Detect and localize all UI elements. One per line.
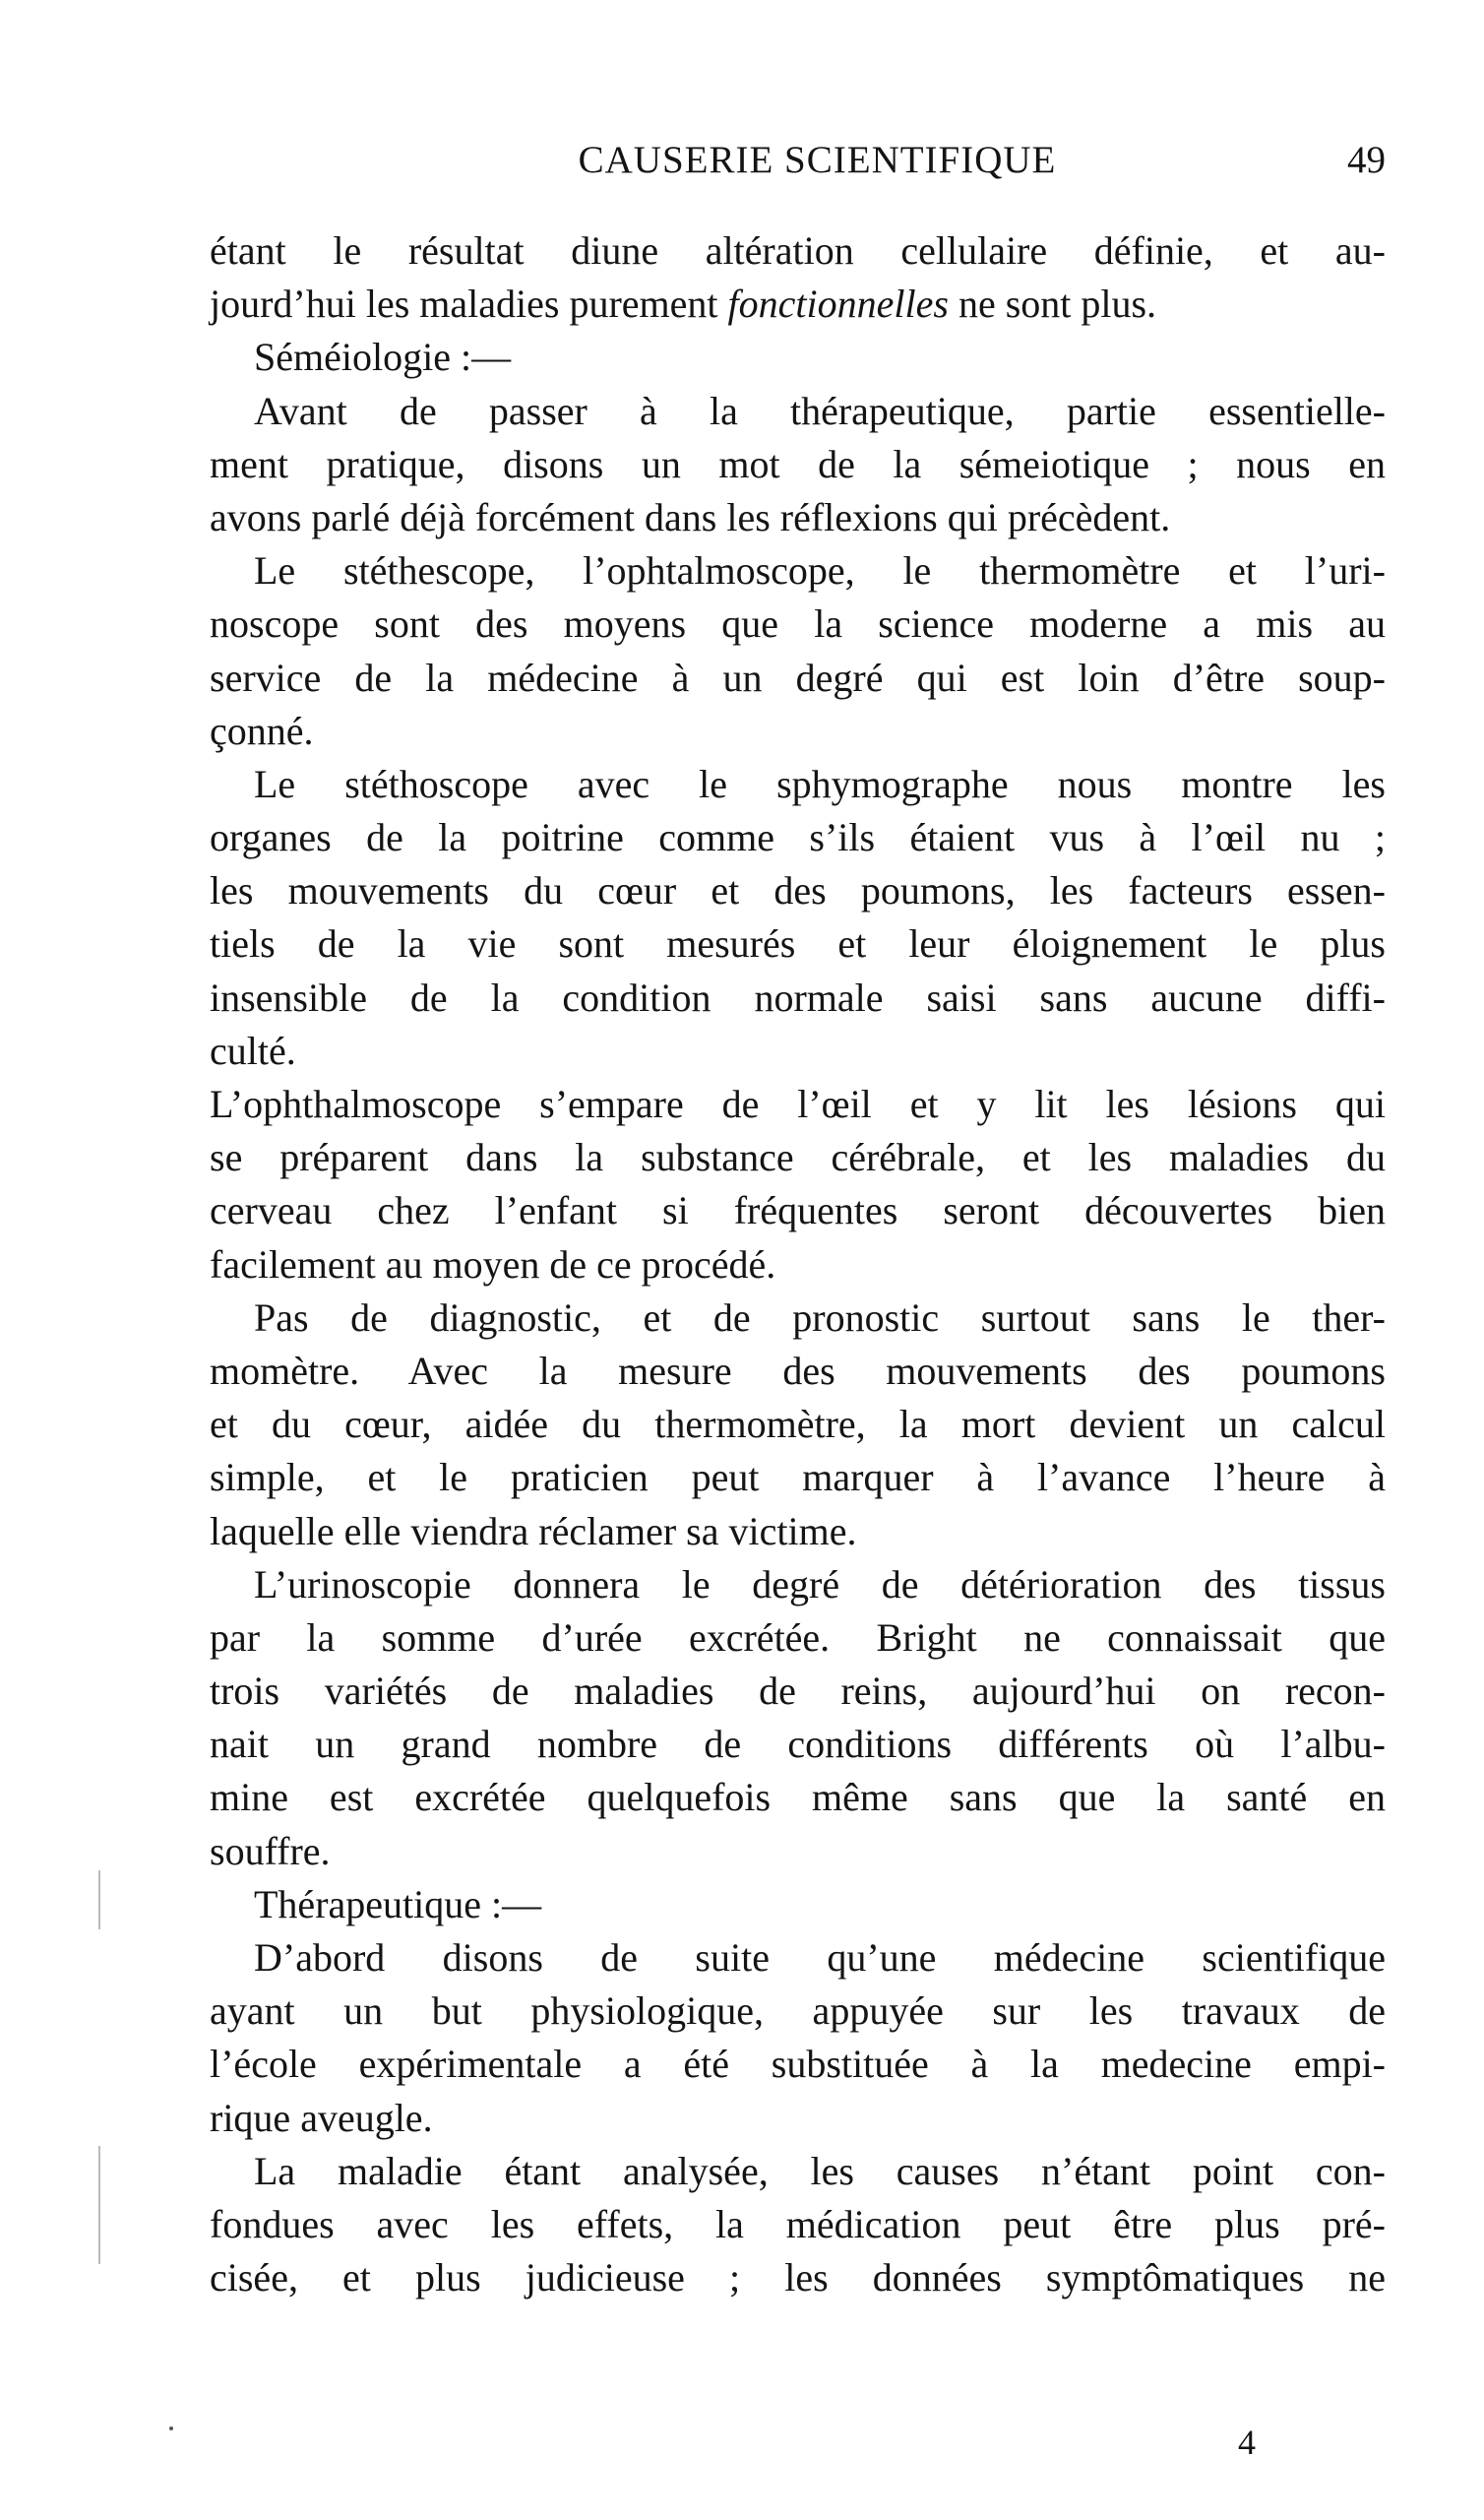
text-line: ment pratique, disons un mot de la sémeiotique ; nous en bbox=[210, 441, 1386, 486]
text-line: trois variétés de maladies de reins, aujourd’hui on recon- bbox=[210, 1669, 1386, 1714]
text-line: nait un grand nombre de conditions différents où l’albu- bbox=[210, 1722, 1386, 1767]
ink-speck bbox=[169, 2426, 173, 2430]
text-line: Avant de passer à la thérapeutique, partie essentielle- bbox=[254, 388, 1386, 433]
text-line: avons parlé déjà forcément dans les réflexions qui précèdent. bbox=[210, 494, 1171, 539]
text-line: Pas de diagnostic, et de pronostic surtout sans le ther- bbox=[254, 1294, 1386, 1340]
text-line: Le stéthoscope avec le sphymographe nous montre les bbox=[254, 761, 1386, 806]
text-line: souffre. bbox=[210, 1828, 331, 1873]
text-line: par la somme d’urée excrétée. Bright ne connaissait que bbox=[210, 1614, 1386, 1660]
signature-mark: 4 bbox=[1238, 2423, 1256, 2462]
running-head: CAUSERIE SCIENTIFIQUE bbox=[578, 139, 1057, 181]
margin-mark bbox=[98, 1870, 100, 1929]
text-line: L’urinoscopie donnera le degré de détérioration des tissus bbox=[254, 1561, 1386, 1606]
page-header bbox=[210, 138, 1386, 187]
text-line: Thérapeutique :— bbox=[254, 1881, 542, 1926]
text-line: La maladie étant analysée, les causes n’étant point con- bbox=[254, 2148, 1386, 2193]
text-line: momètre. Avec la mesure des mouvements des poumons bbox=[210, 1348, 1386, 1393]
text-line: noscope sont des moyens que la science moderne a mis au bbox=[210, 601, 1386, 647]
text-line: çonné. bbox=[210, 708, 314, 753]
text-line bbox=[210, 278, 1386, 331]
text-line: facilement au moyen de ce procédé. bbox=[210, 1241, 776, 1287]
text-line: tiels de la vie sont mesurés et leur éloignement le plus bbox=[210, 921, 1386, 967]
margin-mark bbox=[98, 2146, 100, 2264]
text-line: l’école expérimentale a été substituée à la medecine empi- bbox=[210, 2042, 1386, 2087]
text-line: se préparent dans la substance cérébrale, et les maladies du bbox=[210, 1135, 1386, 1180]
text-line: les mouvements du cœur et des poumons, les facteurs essen- bbox=[210, 868, 1386, 914]
body-text bbox=[210, 224, 1386, 2304]
text-line: étant le résultat diune altération cellulaire définie, et au- bbox=[210, 228, 1386, 273]
text-line: Le stéthescope, l’ophtalmoscope, le thermomètre et l’uri- bbox=[254, 548, 1386, 594]
page-number: 49 bbox=[1347, 139, 1386, 181]
text-line: simple, et le praticien peut marquer à l’avance l’heure à bbox=[210, 1455, 1386, 1500]
text-line: ayant un but physiologique, appuyée sur les travaux de bbox=[210, 1988, 1386, 2034]
text-line: D’abord disons de suite qu’une médecine scientifique bbox=[254, 1935, 1386, 1980]
text-line: laquelle elle viendra réclamer sa victime. bbox=[210, 1508, 857, 1553]
text-line: cerveau chez l’enfant si fréquentes seront découvertes bien bbox=[210, 1188, 1386, 1233]
text-line: L’ophthalmoscope s’empare de l’œil et y lit les lésions qui bbox=[210, 1082, 1386, 1126]
text-line: fondues avec les effets, la médication peut être plus pré- bbox=[210, 2201, 1386, 2246]
text-line: et du cœur, aidée du thermomètre, la mort devient un calcul bbox=[210, 1402, 1386, 1447]
text-line: insensible de la condition normale saisi sans aucune diffi- bbox=[210, 975, 1386, 1020]
text-line: organes de la poitrine comme s’ils étaient vus à l’œil nu ; bbox=[210, 815, 1386, 860]
text-line: Séméiologie :— bbox=[254, 335, 512, 380]
text-line: mine est excrétée quelquefois même sans que la santé en bbox=[210, 1775, 1386, 1820]
text-line: cisée, et plus judicieuse ; les données symptômatiques ne bbox=[210, 2255, 1386, 2300]
line-text: ne sont plus. bbox=[948, 282, 1157, 327]
text-line: service de la médecine à un degré qui est loin d’être soup- bbox=[210, 655, 1386, 700]
text-line: rique aveugle. bbox=[210, 2095, 433, 2140]
italic-term: fonctionnelles bbox=[727, 282, 949, 327]
line-text: jourd’hui les maladies purement bbox=[210, 282, 728, 327]
text-line: culté. bbox=[210, 1028, 296, 1073]
